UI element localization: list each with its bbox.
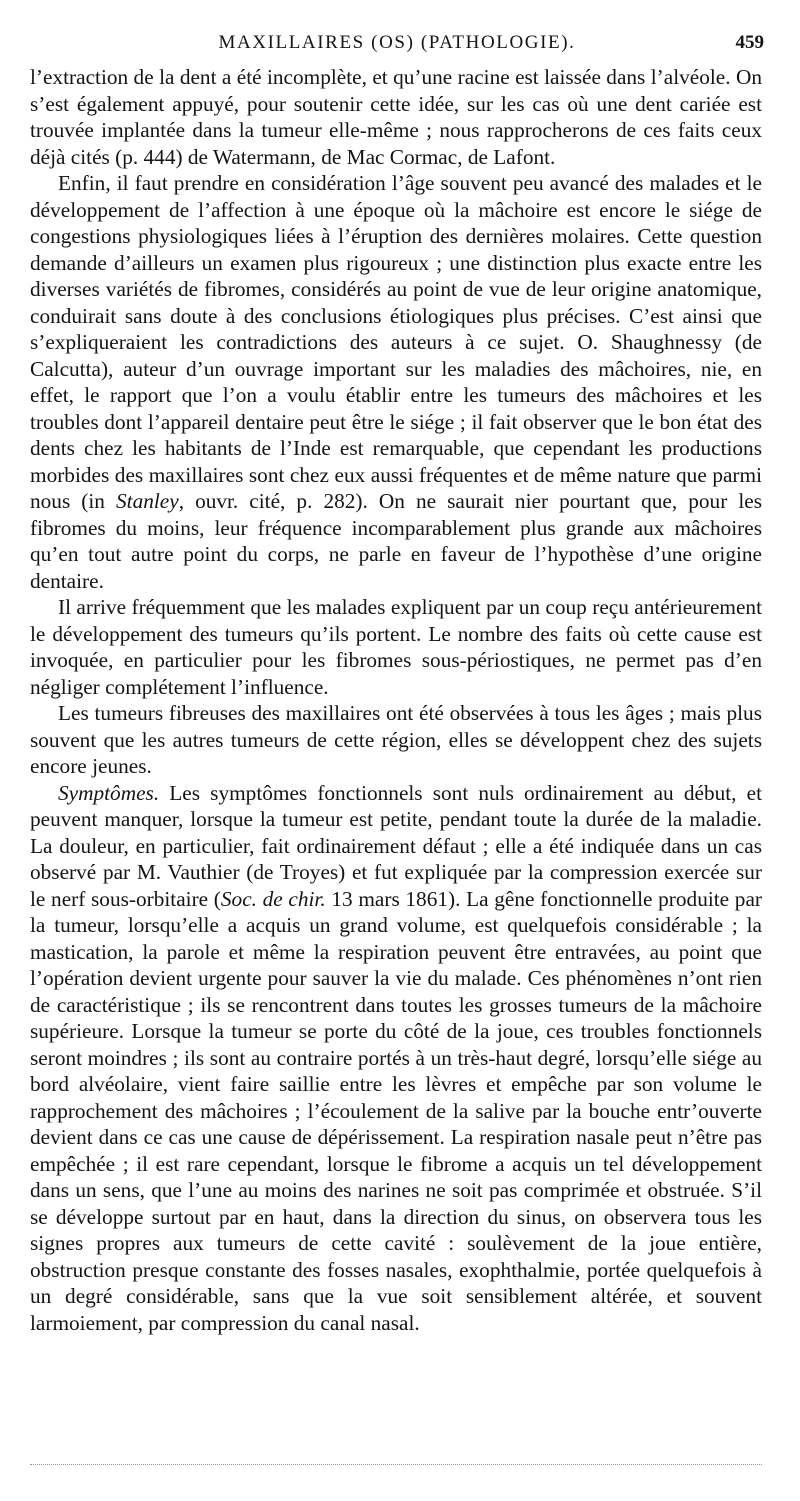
paragraph	[30, 700, 762, 780]
paragraph-text: Il arrive fréquemment que les malades expliquent par un coup reçu antérieurement le développement des tumeurs qu’ils portent. Le nombre des faits où cette cause est invoquée, en particulier pour les fibromes sous-périostiques, ne permet pas d’en négliger complétement l’influence.	[30, 595, 762, 699]
paragraph-text: 13 mars 1861). La gêne fonctionnelle produite par la tumeur, lorsqu’elle a acquis un grand volume, est quelquefois considérable ; la mastication, la parole et même la respiration peuvent être entravées, au point que l’opération devient urgente pour sauver la vie du malade. Ces phénomènes n’ont rien de caractéristique ; ils se rencontrent dans toutes les grosses tumeurs de la mâchoire supérieure. Lorsque la tumeur se porte du côté de la joue, ces troubles fonctionnels seront moindres ; ils sont au contraire portés à un très-haut degré, lorsqu’elle siége au bord alvéolaire, vient faire saillie entre les lèvres et empêche par son volume le rapprochement des mâchoires ; l’écoulement de la salive par la bouche entr’ouverte devient dans ce cas une cause de dépérissement. La respiration nasale peut n’être pas empêchée ; il est rare cependant, lorsque le fibrome a acquis un tel développement dans un sens, que l’une au moins des narines ne soit pas comprimée et obstruée. S’il se développe surtout par en haut, dans la direction du sinus, on observera tous les signes propres aux tumeurs de cette cavité : soulèvement de la joue entière, obstruction presque constante des fosses nasales, exophthalmie, portée quelquefois à un degré considérable, sans que la vue soit sensiblement altérée, et souvent larmoiement, par compression du canal nasal.	[30, 886, 762, 1335]
paragraph-text: Enfin, il faut prendre en considération l’âge souvent peu avancé des malades et le développement de l’affection à une époque où la mâchoire est encore le siége de congestions physiologiques liées à l’éruption des dernières molaires. Cette question demande d’ailleurs un examen plus rigoureux ; une distinction plus exacte entre les diverses variétés de fibromes, considérés au point de vue de leur origine anatomique, conduirait sans doute à des conclusions étiologiques plus précises. C’est ainsi que s’expliqueraient les contradictions des auteurs à ce sujet. O. Shaughnessy (de Calcutta), auteur d’un ouvrage important sur les maladies des mâchoires, nie, en effet, le rapport que l’on a voulu établir entre les tumeurs des mâchoires et les troubles dont l’appareil dentaire peut être le siége ; il fait observer que le bon état des dents chez les habitants de l’Inde est remarquable, que cependant les productions morbides des maxillaires sont chez eux aussi fréquentes et de même nature que parmi nous (in	[30, 171, 762, 513]
paragraph	[30, 170, 762, 594]
page-header	[30, 30, 764, 60]
paragraph-text: Les symptômes fonctionnels sont nuls ordinairement au début, et peuvent manquer, lorsque la tumeur est petite, pendant toute la durée de la maladie. La douleur, en particulier, fait ordinairement défaut ; elle a été indiquée dans un cas observé par M. Vauthier (de Troyes) et fut expliquée par la compression exercée sur le nerf sous-orbitaire (	[30, 780, 762, 911]
paragraph	[30, 780, 762, 1337]
page-number: 459	[735, 32, 764, 53]
italic-text: Symptômes.	[58, 780, 160, 805]
paragraph-text: l’extraction de la dent a été incomplète, et qu’une racine est laissée dans l’alvéole. On s’est également appuyé, pour soutenir cette idée, sur les cas où une dent cariée est trouvée implantée dans la tumeur elle-même ; nous rapprocherons de ces faits ceux déjà cités (p. 444) de Watermann, de Mac Cormac, de Lafont.	[30, 65, 762, 169]
footer-rule	[30, 1464, 762, 1465]
italic-text: Stanley	[116, 489, 179, 513]
paragraph-text: , ouvr. cité, p. 282). On ne saurait nier pourtant que, pour les fibromes du moins, leur fréquence incomparablement plus grande aux mâchoires qu’en tout autre point du corps, ne parle en faveur de l’hypothèse d’une origine dentaire.	[30, 489, 762, 593]
body-text	[30, 64, 762, 1336]
paragraph	[30, 64, 762, 170]
italic-text: Soc. de chir.	[220, 886, 326, 911]
running-title: MAXILLAIRES (OS) (PATHOLOGIE).	[218, 32, 576, 53]
paragraph-text: Les tumeurs fibreuses des maxillaires ont été observées à tous les âges ; mais plus souvent que les autres tumeurs de cette région, elles se développent chez des sujets encore jeunes.	[30, 701, 762, 778]
paragraph	[30, 594, 762, 700]
